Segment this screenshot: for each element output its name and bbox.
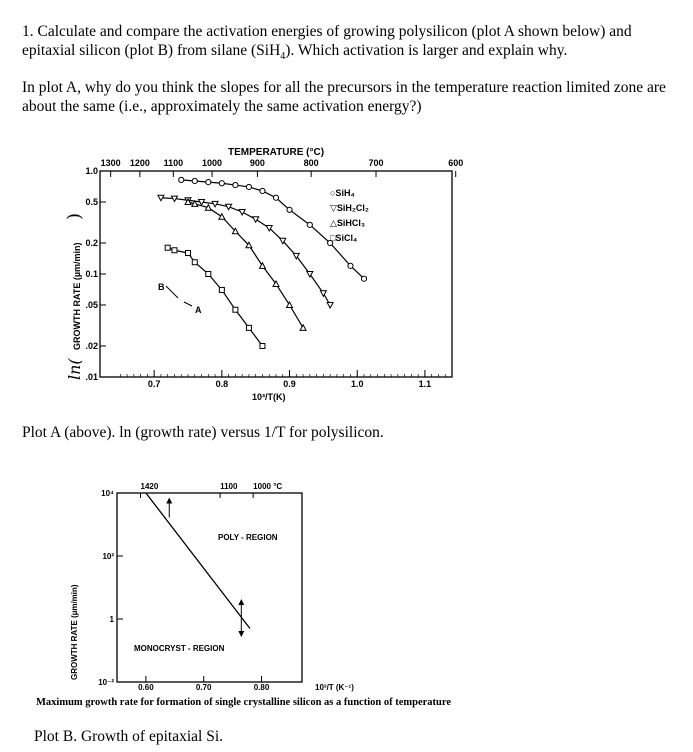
plot-b-top-tick-label: 1000 °C	[253, 482, 283, 491]
plot-b-y-tick-label: 10⁻²	[98, 678, 114, 687]
plot-a-ylabel-suffix: )	[64, 212, 85, 220]
plot-a-x-tick-label: 1.1	[418, 379, 432, 389]
plot-a-frame	[100, 171, 452, 377]
plot-a-point	[253, 217, 259, 223]
plot-a-point	[239, 209, 245, 215]
plot-a-y-tick-label: .05	[85, 300, 98, 311]
plot-a-top-tick-label: 1000	[202, 158, 223, 168]
plot-a-top-tick-label: 700	[368, 158, 384, 168]
plot-a-x-tick-label: 0.8	[215, 379, 229, 389]
plot-a-point	[348, 263, 353, 268]
plot-a-point	[219, 214, 225, 220]
plot-b-y-tick-label: 1	[109, 615, 114, 624]
plot-a-point	[206, 272, 211, 277]
plot-a-point	[206, 180, 211, 185]
plot-a-top-tick-label: 600	[448, 158, 464, 168]
plot-b-top-tick-label: 1420	[140, 482, 159, 491]
plot-a-caption: Plot A (above). ln (growth rate) versus 1/T for polysilicon.	[22, 424, 384, 441]
plot-a-point	[246, 184, 251, 189]
plot-a-x-ticks	[120, 370, 445, 389]
plot-a-point	[172, 248, 177, 253]
plot-a-top-ticks	[101, 158, 464, 177]
plot-a-ylabel: GROWTH RATE (µm/min)	[72, 242, 82, 350]
plot-a-point	[260, 188, 265, 193]
plot-a-point	[179, 177, 184, 182]
plot-a-y-tick-label: 1.0	[85, 166, 98, 176]
plot-a-xlabel: 10³/T(K)	[252, 392, 286, 402]
plot-a-label-b: B	[158, 282, 165, 292]
plot-b-ylabel: GROWTH RATE (µm/min)	[70, 584, 79, 680]
plot-a-y-tick-label: 0.2	[85, 237, 98, 248]
plot-a-point	[192, 260, 197, 265]
question-2: In plot A, why do you think the slopes for all the precursors in the temperature reaction limited zone are about the same (i.e., approximately the same activation energy?)	[22, 79, 666, 115]
plot-a-point	[219, 181, 224, 186]
legend-sih2cl2: ▽SiH₂Cl₂	[330, 203, 369, 213]
plot-a-point	[165, 245, 170, 250]
plot-a-point	[273, 195, 278, 200]
plot-b-x-ticks	[138, 676, 270, 692]
plot-a-point	[307, 222, 312, 227]
plot-b	[70, 482, 354, 692]
plot-b-series	[146, 493, 250, 637]
plot-a-point	[327, 303, 333, 309]
question-1-subscript: 4	[280, 51, 286, 63]
legend-sihcl3: △SiHCl₃	[330, 218, 366, 228]
legend-sih4: ○SiH₄	[330, 188, 355, 198]
plot-a	[64, 147, 463, 402]
plot-a-y-tick-label: .02	[85, 340, 98, 351]
plot-a-point	[186, 250, 191, 255]
plot-b-x-tick-label: 0.80	[253, 683, 270, 692]
plot-a-x-tick-label: 0.9	[283, 379, 296, 389]
plot-a-point	[246, 325, 251, 330]
plot-a-point	[287, 207, 292, 212]
plot-a-point	[300, 325, 306, 331]
plot-a-point	[192, 178, 197, 183]
legend-sicl4: □SiCl₄	[330, 233, 358, 243]
plot-a-top-tick-label: 800	[303, 158, 319, 168]
plot-a-point	[233, 307, 238, 312]
plot-a-series-line	[188, 202, 303, 328]
plot-b-y-tick-label: 10⁴	[101, 489, 114, 498]
plot-b-x-tick-label: 0.70	[195, 683, 212, 692]
plot-a-legend	[330, 188, 369, 243]
plot-b-top-ticks	[141, 482, 283, 498]
plot-b-arrowhead	[238, 599, 244, 605]
plot-b-series-line	[146, 493, 250, 628]
plot-a-point	[361, 276, 366, 281]
question-1-text-a: 1. Calculate and compare the activation energies of growing polysilicon (plot A shown below) and epitaxial silicon (plot B) from silane (SiH	[22, 23, 632, 59]
plot-a-top-tick-label: 1100	[163, 158, 184, 168]
plot-b-poly-region: POLY - REGION	[218, 533, 278, 542]
plot-a-top-tick-label: 1300	[100, 158, 121, 168]
plot-b-top-tick-label: 1100	[220, 482, 238, 491]
plot-a-y-tick-label: 0.5	[85, 197, 98, 208]
plot-a-x-tick-label: 1.0	[350, 379, 364, 389]
plot-a-y-tick-label: .01	[85, 372, 98, 382]
plot-b-mono-region: MONOCRYST - REGION	[134, 644, 225, 653]
plot-b-arrowhead	[166, 497, 172, 503]
plot-a-top-tick-label: 1200	[129, 158, 150, 168]
plot-a-point	[260, 343, 265, 348]
plot-a-ylabel-group	[64, 213, 85, 380]
plot-a-point	[219, 287, 224, 292]
plot-a-x-tick-label: 0.7	[147, 379, 161, 389]
plot-b-arrowhead	[238, 631, 244, 637]
plot-a-y-tick-label: 0.1	[85, 269, 98, 279]
question-1-text-b: ). Which activation is larger and explain why.	[285, 42, 568, 59]
plot-a-point	[320, 291, 326, 297]
plot-a-top-title: TEMPERATURE (°C)	[228, 147, 325, 158]
plot-b-caption: Plot B. Growth of epitaxial Si.	[34, 728, 224, 745]
plot-b-y-tick-label: 10²	[102, 552, 114, 561]
plot-a-arrow-a	[184, 302, 192, 306]
plot-a-label-a: A	[195, 305, 202, 315]
plot-b-xlabel: 10³/T (K⁻¹)	[315, 683, 354, 692]
plot-b-x-tick-label: 0.60	[138, 683, 154, 692]
plot-a-ylabel-prefix: ln(	[65, 358, 84, 380]
plot-b-y-ticks	[98, 489, 123, 687]
plot-a-point	[233, 182, 238, 187]
plot-a-y-ticks	[85, 166, 106, 382]
plot-a-top-tick-label: 900	[249, 158, 265, 168]
plot-b-frame	[117, 493, 302, 682]
plot-b-figure-caption: Maximum growth rate for formation of single crystalline silicon as a function of temperature	[36, 697, 451, 708]
plot-a-series-line	[168, 248, 263, 346]
plot-a-arrow-b	[166, 286, 178, 298]
